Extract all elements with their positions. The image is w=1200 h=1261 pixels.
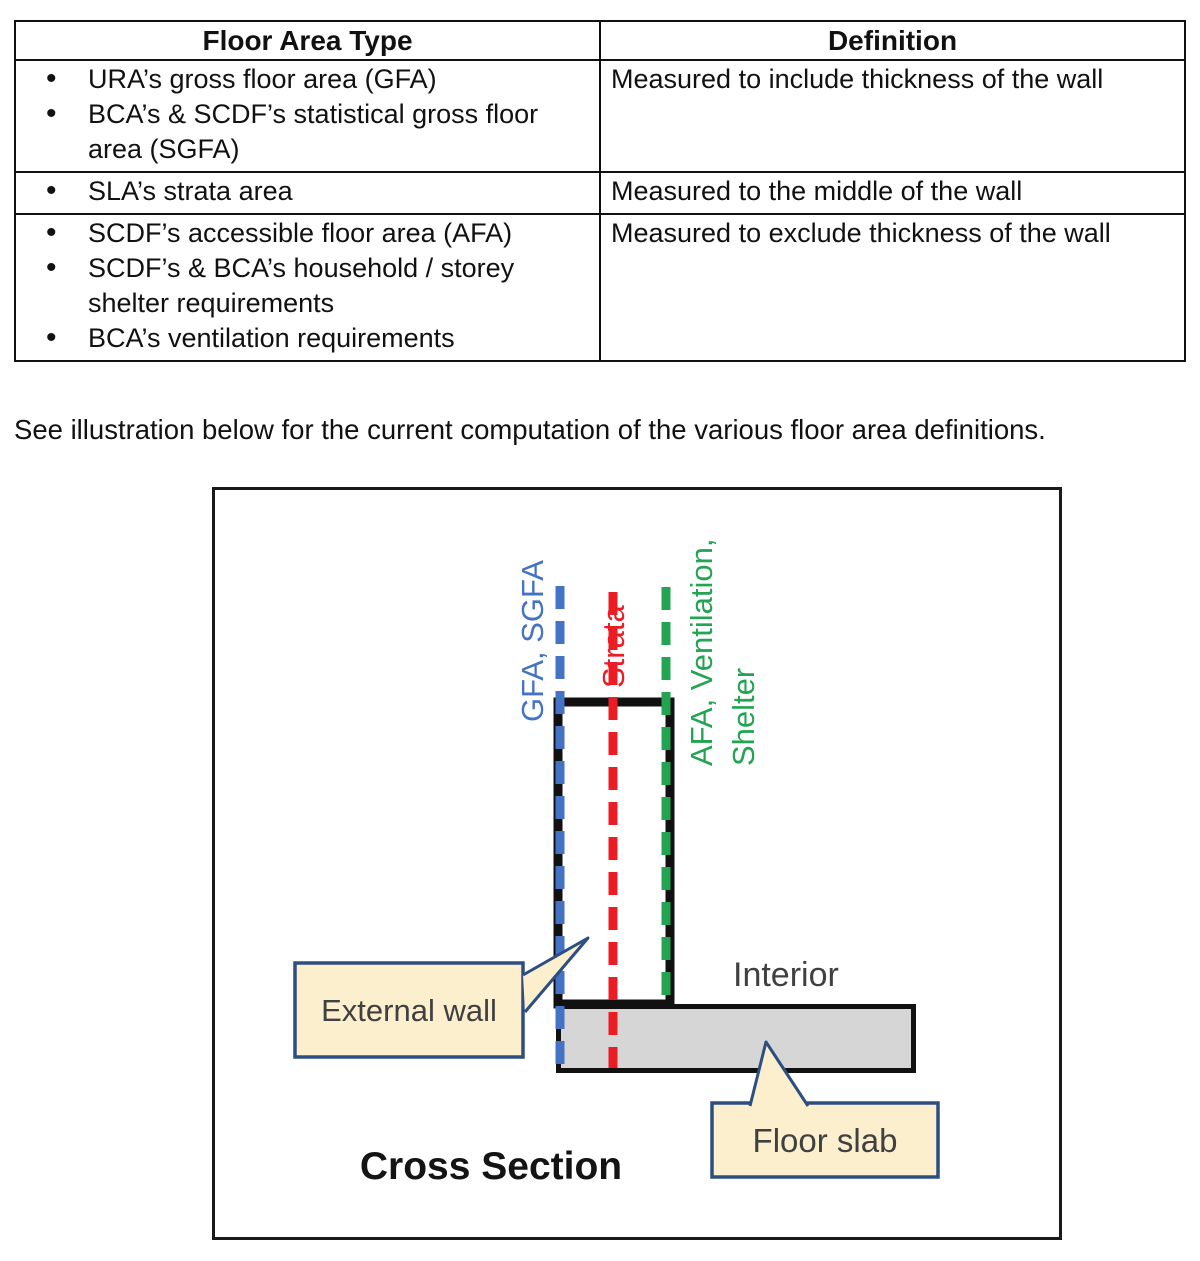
afa-line-label-line1: AFA, Ventilation, <box>684 538 719 766</box>
types-cell-row1 <box>15 60 600 172</box>
floor-slab-label: Floor slab <box>752 1122 898 1159</box>
definition-cell-row2: Measured to the middle of the wall <box>600 172 1185 214</box>
cross-section-svg <box>212 487 1062 1240</box>
table-row <box>15 60 1185 172</box>
strata-line-label: Strata <box>596 605 631 688</box>
definition-cell-row1: Measured to include thickness of the wall <box>600 60 1185 172</box>
types-cell-row3 <box>15 214 600 361</box>
type-list-row1 <box>26 62 593 167</box>
external-wall-label: External wall <box>321 993 497 1028</box>
list-item: • SLA’s strata area <box>26 174 593 209</box>
header-definition: Definition <box>600 21 1185 60</box>
floor-area-table <box>14 20 1186 362</box>
list-item: • BCA’s ventilation requirements <box>26 321 593 356</box>
table-row <box>15 172 1185 214</box>
table-header-row <box>15 21 1185 60</box>
interior-label: Interior <box>733 956 839 994</box>
list-item: • SCDF’s accessible floor area (AFA) <box>26 216 593 251</box>
cross-section-diagram <box>212 487 1062 1240</box>
table-row <box>15 214 1185 361</box>
list-item: • SCDF’s & BCA’s household / storey shelter requirements <box>26 251 593 321</box>
caption-text: See illustration below for the current computation of the various floor area definitions. <box>14 414 1046 445</box>
header-floor-area-type: Floor Area Type <box>15 21 600 60</box>
list-item: • URA’s gross floor area (GFA) <box>26 62 593 97</box>
definition-cell-row3: Measured to exclude thickness of the wall <box>600 214 1185 361</box>
list-item: • BCA’s & SCDF’s statistical gross floor area (SGFA) <box>26 97 593 167</box>
type-list-row2 <box>26 174 593 209</box>
type-list-row3 <box>26 216 593 356</box>
afa-line-label-line2: Shelter <box>726 667 761 766</box>
diagram-title: Cross Section <box>359 1145 623 1188</box>
gfa-line-label: GFA, SGFA <box>515 560 550 722</box>
types-cell-row2 <box>15 172 600 214</box>
